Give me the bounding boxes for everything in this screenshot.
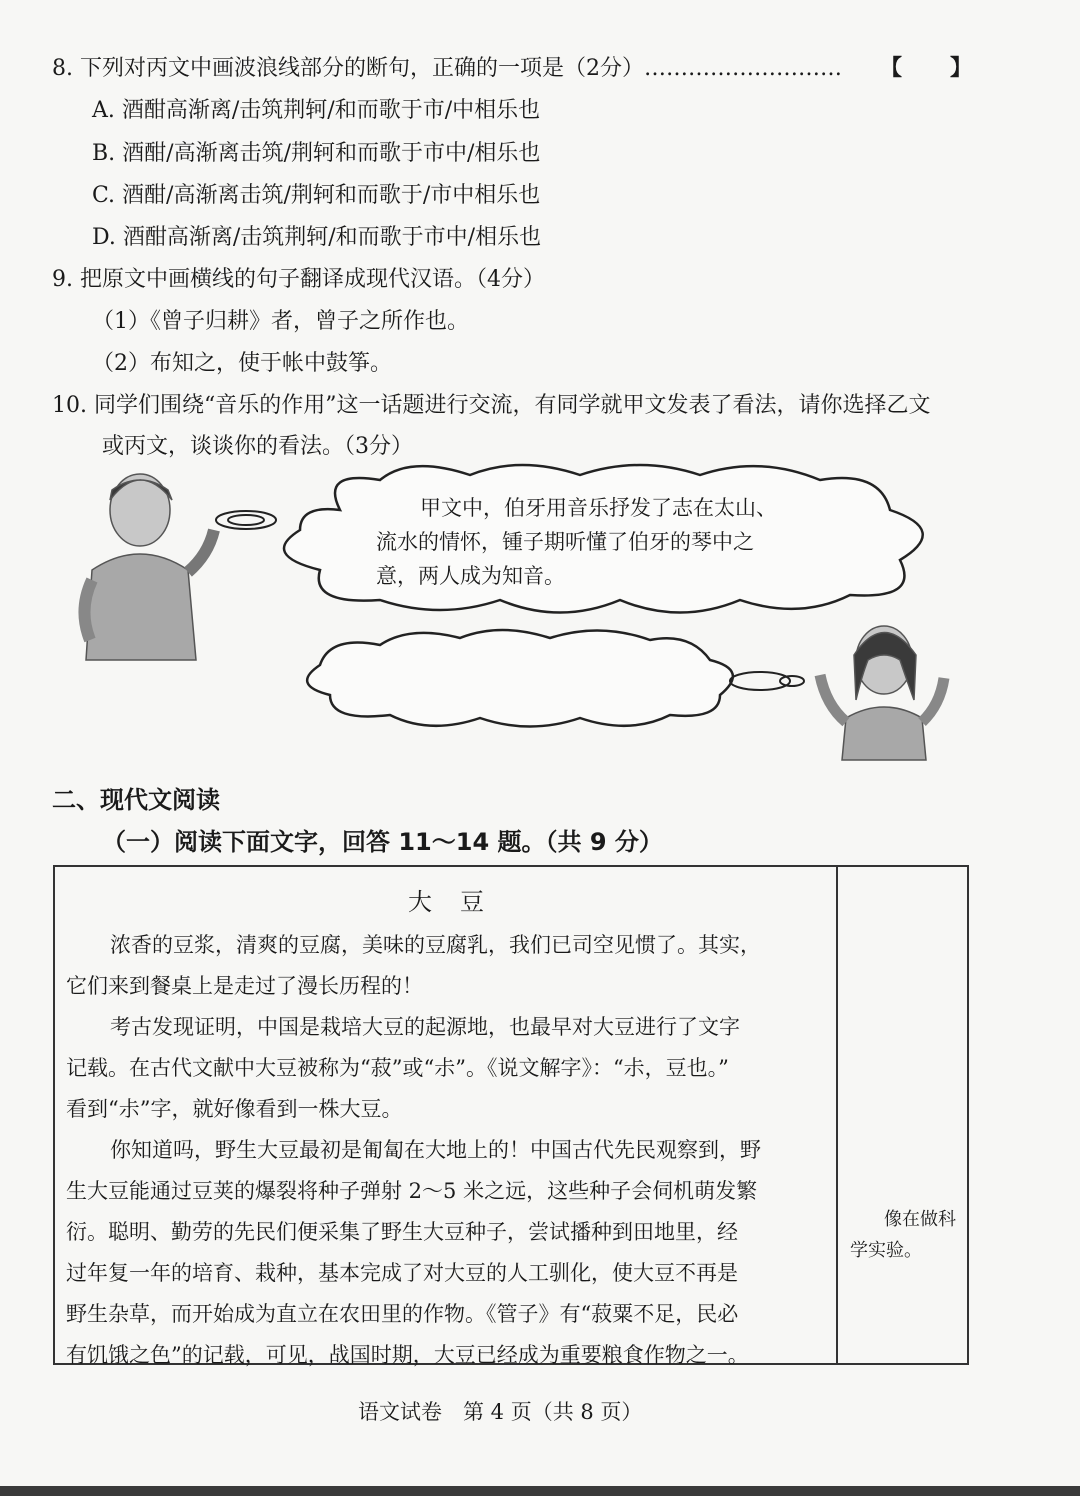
- passage-line: 记载。在古代文献中大豆被称为“菽”或“尗”。《说文解字》：“尗，豆也。”: [66, 1056, 729, 1080]
- passage-line: 看到“尗”字，就好像看到一株大豆。: [66, 1097, 403, 1121]
- bubble-line-3: 意，两人成为知音。: [376, 564, 565, 588]
- question-9-item-1: （1）《曾子归耕》者，曾子之所作也。: [92, 309, 469, 334]
- speech-cloud-bottom: [307, 630, 733, 727]
- margin-note-line-1: 像在做科: [884, 1209, 956, 1230]
- passage-line: 你知道吗，野生大豆最初是匍匐在大地上的！中国古代先民观察到，野: [110, 1138, 761, 1162]
- bubble-line-1: 甲文中，伯牙用音乐抒发了志在太山、: [420, 496, 777, 520]
- question-8-stem: 8. 下列对丙文中画波浪线部分的断句，正确的一项是（2分）………………………: [52, 56, 842, 81]
- answer-bracket-open: 【: [880, 56, 903, 81]
- option-b: B. 酒酣/高渐离击筑/荆轲和而歌于市中/相乐也: [92, 141, 541, 166]
- passage-line: 生大豆能通过豆荚的爆裂将种子弹射 2～5 米之远，这些种子会伺机萌发繁: [66, 1179, 758, 1203]
- passage-line: 过年复一年的培育、栽种，基本完成了对大豆的人工驯化，使大豆不再是: [66, 1261, 738, 1285]
- thought-dots-right: [730, 672, 804, 690]
- passage-line: 考古发现证明，中国是栽培大豆的起源地，也最早对大豆进行了文字: [110, 1015, 740, 1039]
- thought-dots-left: [216, 511, 276, 529]
- passage-line: 野生杂草，而开始成为直立在农田里的作物。《管子》有“菽粟不足，民必: [66, 1302, 739, 1326]
- section-subheading: （一）阅读下面文字，回答 11～14 题。（共 9 分）: [102, 828, 663, 856]
- answer-bracket-close: 】: [950, 56, 973, 81]
- passage-line: 有饥饿之色”的记载，可见，战国时期，大豆已经成为重要粮食作物之一。: [66, 1343, 749, 1367]
- margin-divider: [836, 865, 838, 1365]
- page-footer: 语文试卷 第 4 页（共 8 页）: [358, 1400, 643, 1424]
- question-10-stem-line-2: 或丙文，谈谈你的看法。（3分）: [102, 434, 413, 459]
- bubble-line-2: 流水的情怀，锺子期听懂了伯牙的琴中之: [376, 530, 754, 554]
- girl-figure: [820, 626, 944, 760]
- passage-line: 浓香的豆浆，清爽的豆腐，美味的豆腐乳，我们已司空见惯了。其实，: [110, 933, 761, 957]
- margin-note-line-2: 学实验。: [850, 1240, 922, 1261]
- bottom-edge: [0, 1486, 1080, 1496]
- question-10-stem-line-1: 10. 同学们围绕“音乐的作用”这一话题进行交流，有同学就甲文发表了看法，请你选择乙文: [52, 393, 931, 418]
- passage-line: 它们来到餐桌上是走过了漫长历程的！: [66, 974, 423, 998]
- question-9-stem: 9. 把原文中画横线的句子翻译成现代汉语。（4分）: [52, 267, 545, 292]
- option-d: D. 酒酣高渐离/击筑荆轲/和而歌于市中/相乐也: [92, 225, 542, 250]
- section-heading: 二、现代文阅读: [52, 786, 220, 814]
- option-c: C. 酒酣/高渐离击筑/荆轲和而歌于/市中相乐也: [92, 183, 541, 208]
- passage-title: 大 豆: [408, 888, 486, 916]
- question-9-item-2: （2）布知之，使于帐中鼓筝。: [92, 351, 392, 376]
- passage-line: 衍。聪明、勤劳的先民们便采集了野生大豆种子，尝试播种到田地里，经: [66, 1220, 738, 1244]
- boy-figure: [84, 474, 214, 660]
- option-a: A. 酒酣高渐离/击筑荆轲/和而歌于市/中相乐也: [92, 98, 541, 123]
